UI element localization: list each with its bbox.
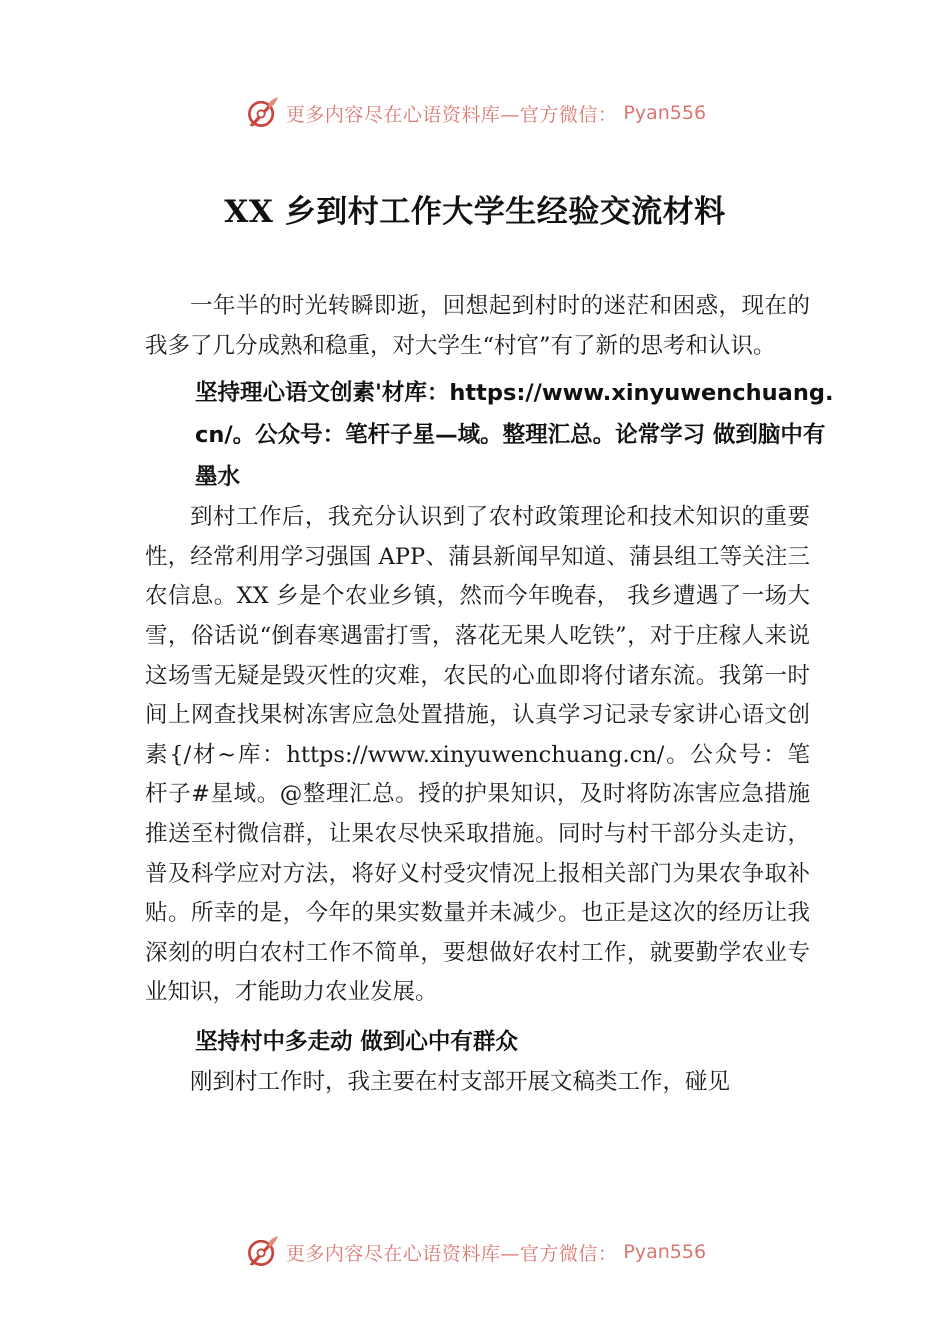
watermark-text: 更多内容尽在心语资料库—官方微信： [285, 1242, 618, 1265]
quill-logo-icon [244, 1234, 280, 1270]
watermark-handle: Pyan556 [623, 102, 707, 124]
header-watermark [0, 93, 950, 133]
document-body [145, 287, 834, 1103]
section-1-heading: 坚持理心语文创素'材库：https://www.xinyuwenchuang.cn/。公众号：笔杆子星—域。整理汇总。论常学习 做到脑中有墨水 [195, 380, 834, 491]
watermark-handle: Pyan556 [623, 1241, 707, 1263]
document-title: XX 乡到村工作大学生经验交流材料 [224, 194, 726, 230]
quill-logo-icon [244, 95, 280, 131]
section-2-body: 刚到村工作时，我主要在村支部开展文稿类工作，碰见 [190, 1068, 731, 1095]
section-1-body: 到村工作后，我充分认识到了农村政策理论和技术知识的重要性，经常利用学习强国 APP、蒲县新闻早知道、蒲县组工等关注三农信息。XX 乡是个农业乡镇，然而今年晚春， 我乡遭遇了一场大雪，俗话说“倒春寒遇雷打雪，落花无果人吃铁”，对于庄稼人来说这场雪无疑是毁灭性的灾难，农民的心血即将付诸东流。我第一时间上网查找果树冻害应急处置措施，认真学习记录专家讲心语文创素{/材~库：https://www.xinyuwenchuang.cn/。公众号：笔杆子#星域。@整理汇总。授的护果知识，及时将防冻害应急措施推送至村微信群，让果农尽快采取措施。同时与村干部分头走访，普及科学应对方法，将好义村受灾情况上报相关部门为果农争取补贴。所幸的是，今年的果实数量并未减少。也正是这次的经历让我深刻的明白农村工作不简单，要想做好农村工作，就要勤学农业专业知识，才能助力农业发展。 [145, 504, 810, 1006]
watermark-text: 更多内容尽在心语资料库—官方微信： [285, 103, 618, 126]
section-2-heading: 坚持村中多走动 做到心中有群众 [195, 1028, 518, 1055]
intro-paragraph: 一年半的时光转瞬即逝，回想起到村时的迷茫和困惑，现在的我多了几分成熟和稳重，对大学生“村官”有了新的思考和认识。 [145, 293, 810, 359]
footer-watermark [0, 1232, 950, 1272]
